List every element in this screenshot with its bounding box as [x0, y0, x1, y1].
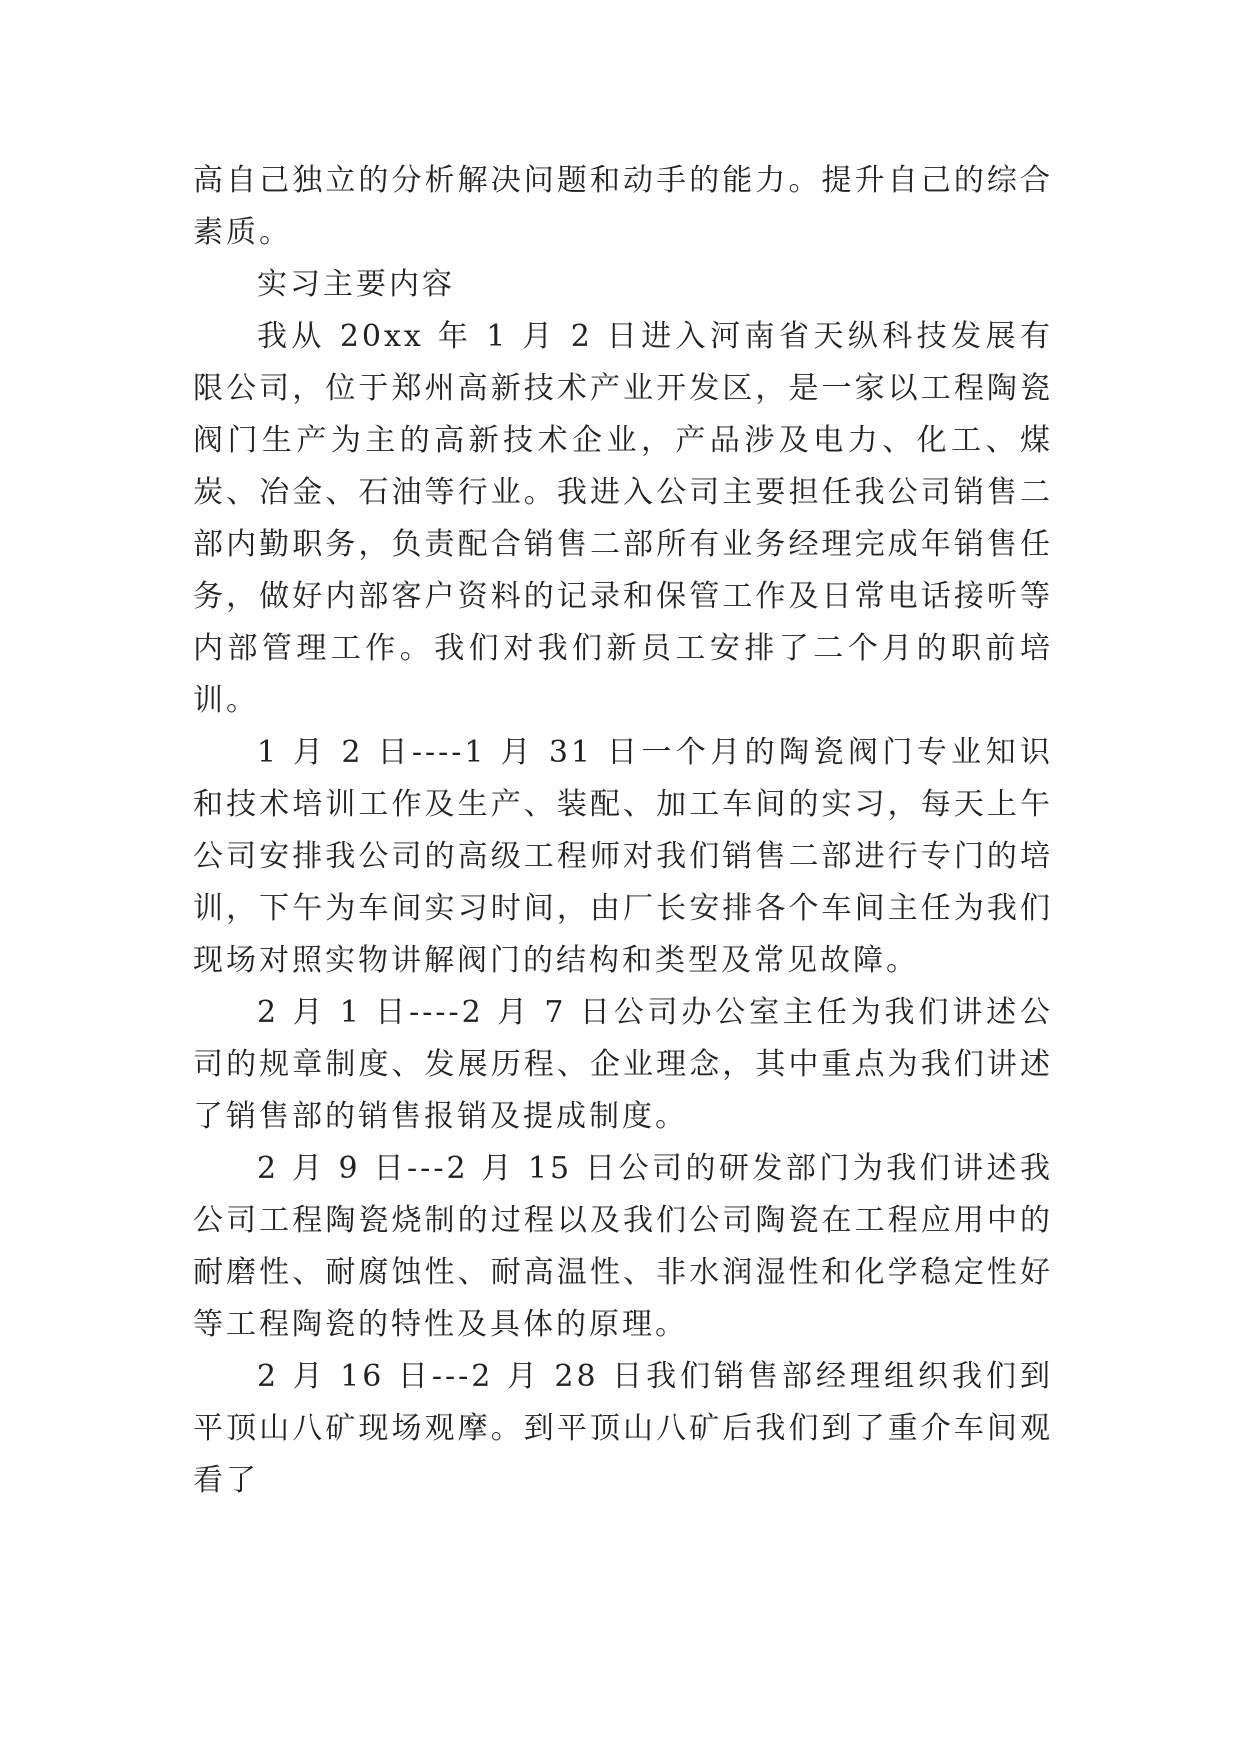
paragraph-continuation: 高自己独立的分析解决问题和动手的能力。提升自己的综合素质。 — [193, 163, 1053, 250]
paragraph-company-intro: 我从 20xx 年 1 月 2 日进入河南省天纵科技发展有限公司，位于郑州高新技术产业开发区，是一家以工程陶瓷阀门生产为主的高新技术企业，产品涉及电力、化工、煤炭、冶金、石油等行业。我进入公司主要担任我公司销售二部内勤职务，负责配合销售二部所有业务经理完成年销售任务，做好内部客户资料的记录和保管工作及日常电话接听等内部管理工作。我们对我们新员工安排了二个月的职前培训。 — [193, 319, 1053, 718]
paragraph-february-week1: 2 月 1 日----2 月 7 日公司办公室主任为我们讲述公司的规章制度、发展历程、企业理念，其中重点为我们讲述了销售部的销售报销及提成制度。 — [193, 995, 1053, 1134]
paragraph-february-week2: 2 月 9 日---2 月 15 日公司的研发部门为我们讲述我公司工程陶瓷烧制的过程以及我们公司陶瓷在工程应用中的耐磨性、耐腐蚀性、耐高温性、非水润湿性和化学稳定性好等工程陶瓷的特性及具体的原理。 — [193, 1151, 1053, 1342]
section-heading: 实习主要内容 — [257, 267, 455, 302]
paragraph-february-site-visit: 2 月 16 日---2 月 28 日我们销售部经理组织我们到平顶山八矿现场观摩。到平顶山八矿后我们到了重介车间观看了 — [193, 1359, 1053, 1498]
paragraph-january-training: 1 月 2 日----1 月 31 日一个月的陶瓷阀门专业知识和技术培训工作及生产、装配、加工车间的实习，每天上午公司安排我公司的高级工程师对我们销售二部进行专门的培训，下午为车间实习时间，由厂长安排各个车间主任为我们现场对照实物讲解阀门的结构和类型及常见故障。 — [193, 735, 1053, 978]
document-body — [193, 155, 1053, 1507]
